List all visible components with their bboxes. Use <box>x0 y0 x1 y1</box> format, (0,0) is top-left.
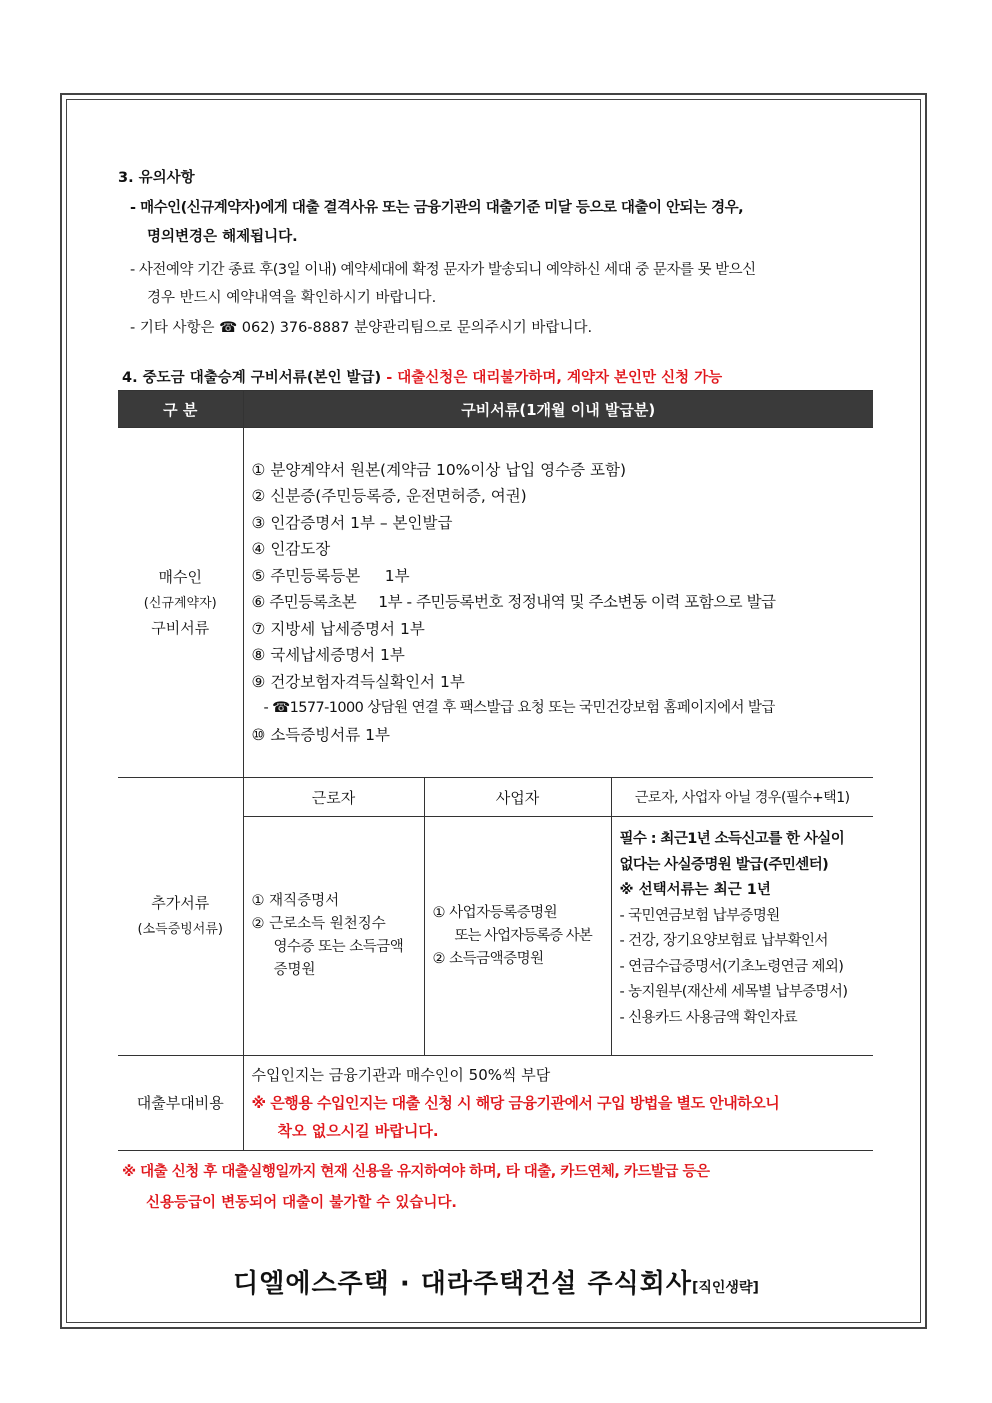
buyer-label-cell <box>118 428 243 778</box>
subheader-other: 근로자, 사업자 아닐 경우(필수+택1) <box>611 778 873 817</box>
additional-label-2: (소득증빙서류) <box>137 922 223 937</box>
header-category: 구 분 <box>118 391 243 428</box>
cost-row <box>118 1056 873 1151</box>
buyer-label-1: 매수인 <box>158 567 202 586</box>
list-item: ④ 인감도장 <box>251 540 331 559</box>
section4-heading-title: 4. 중도금 대출승계 구비서류(본인 발급) <box>122 370 382 386</box>
table-header-row <box>118 391 873 428</box>
list-item: 또는 사업자등록증 사본 <box>454 927 592 944</box>
documents-table <box>118 390 873 1151</box>
cost-line1: 수입인지는 금융기관과 매수인이 50%씩 부담 <box>251 1066 551 1084</box>
cost-line3: 착오 없으시길 바랍니다. <box>277 1122 439 1140</box>
list-item: - 건강, 장기요양보험료 납부확인서 <box>619 933 828 949</box>
list-item: ⑧ 국세납세증명서 1부 <box>251 646 405 665</box>
list-item: ① 사업자등록증명원 <box>432 904 558 921</box>
list-item: 증명원 <box>273 962 316 978</box>
section4-heading-note: - 대출신청은 대리불가하며, 계약자 본인만 신청 가능 <box>386 370 723 386</box>
notice-line1: ※ 대출 신청 후 대출실행일까지 현재 신용을 유지하여야 하며, 타 대출, 카드연체, 카드발급 등은 <box>122 1164 710 1180</box>
cost-label: 대출부대비용 <box>118 1056 243 1151</box>
company-name: 디엘에스주택 · 대라주택건설 주식회사 <box>233 1269 692 1299</box>
section3-heading: 3. 유의사항 <box>118 170 195 186</box>
buyer-label-2: (신규계약자) <box>143 595 217 611</box>
additional-subheader-row <box>118 778 873 817</box>
list-item: - ☎1577-1000 상담원 연결 후 팩스발급 요청 또는 국민건강보험 홈페이지에서 발급 <box>251 700 775 717</box>
list-item: ③ 인감증명서 1부 – 본인발급 <box>251 513 453 532</box>
list-item: 영수증 또는 소득금액 <box>273 939 404 955</box>
cost-line2: ※ 은행용 수입인지는 대출 신청 시 해당 금융기관에서 구입 방법을 별도 안내하오니 <box>251 1094 780 1112</box>
list-item: ② 소득금액증명원 <box>432 950 544 967</box>
list-item: - 신용카드 사용금액 확인자료 <box>619 1009 798 1026</box>
subheader-business: 사업자 <box>424 778 611 817</box>
additional-label-cell <box>118 778 243 1056</box>
notice-line2: 신용등급이 변동되어 대출이 불가할 수 있습니다. <box>146 1195 457 1211</box>
section3-item2-line1: - 사전예약 기간 종료 후(3일 이내) 예약세대에 확정 문자가 발송되니 예약하신 세대 중 문자를 못 받으신 <box>130 262 756 278</box>
business-documents <box>424 817 611 1056</box>
other-documents <box>611 817 873 1056</box>
buyer-documents-list <box>243 428 873 778</box>
list-item: ⑦ 지방세 납세증명서 1부 <box>251 619 425 638</box>
list-item: ⑩ 소득증빙서류 1부 <box>251 725 390 744</box>
section3-item1-line1: - 매수인(신규계약자)에게 대출 결격사유 또는 금융기관의 대출기준 미달 등으로 대출이 안되는 경우, <box>130 200 744 216</box>
buyer-row <box>118 428 873 778</box>
list-item: ② 근로소득 원천징수 <box>251 916 386 932</box>
list-item: ⑨ 건강보험자격득실확인서 1부 <box>251 672 465 691</box>
buyer-label-3: 구비서류 <box>151 618 210 637</box>
section3-item1-line2: 명의변경은 해제됩니다. <box>147 229 298 245</box>
list-item: - 연금수급증명서(기초노령연금 제외) <box>619 958 844 975</box>
list-item: ⑤ 주민등록등본 1부 <box>251 566 410 585</box>
list-item: ② 신분증(주민등록증, 운전면허증, 여권) <box>251 487 527 506</box>
other-required-line2: 없다는 사실증명원 발급(주민센터) <box>619 856 829 873</box>
footer-company <box>0 1263 992 1300</box>
other-select-note: ※ 선택서류는 최근 1년 <box>619 882 771 898</box>
list-item: ⑥ 주민등록초본 1부 - 주민등록번호 정정내역 및 주소변동 이력 포함으로 발급 <box>251 593 776 612</box>
section3-item2-line2: 경우 반드시 예약내역을 확인하시기 바랍니다. <box>147 290 437 306</box>
section3-item3-line1: - 기타 사항은 ☎ 062) 376-8887 분양관리팀으로 문의주시기 바랍니다. <box>130 320 593 336</box>
other-required-line1: 필수 : 최근1년 소득신고를 한 사실이 <box>619 831 845 847</box>
seal-note: [직인생략] <box>691 1280 759 1296</box>
additional-label-1: 추가서류 <box>151 894 210 912</box>
list-item: - 국민연금보험 납부증명원 <box>619 907 780 924</box>
section4-heading <box>122 366 722 387</box>
header-documents: 구비서류(1개월 이내 발급분) <box>243 391 873 428</box>
list-item: ① 재직증명서 <box>251 893 340 909</box>
list-item: - 농지원부(재산세 세목별 납부증명서) <box>619 984 848 1000</box>
cost-content <box>243 1056 873 1151</box>
subheader-employee: 근로자 <box>243 778 424 817</box>
list-item: ① 분양계약서 원본(계약금 10%이상 납입 영수증 포함) <box>251 460 626 479</box>
employee-documents <box>243 817 424 1056</box>
